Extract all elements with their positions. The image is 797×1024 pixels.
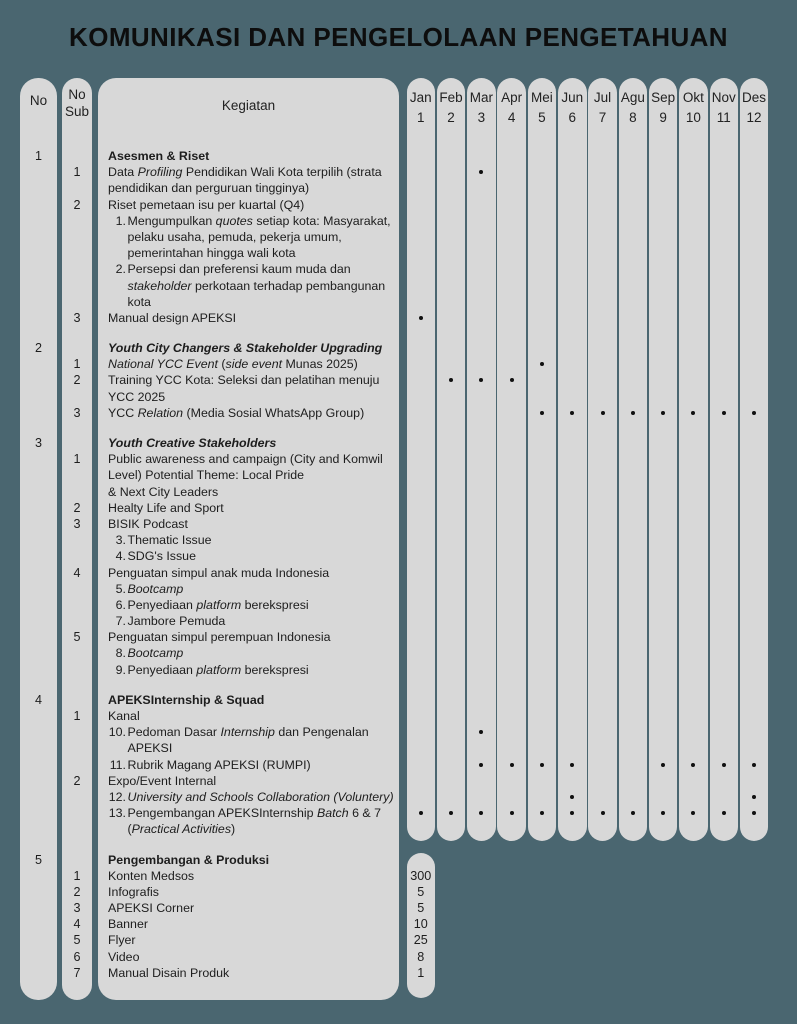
italic-text: University and Schools Collaboration (Voluntery) xyxy=(127,789,394,804)
list-item-number: 1. xyxy=(115,213,126,228)
table-row xyxy=(0,613,797,629)
section-title-row xyxy=(0,340,797,356)
activity-text xyxy=(128,548,797,564)
activity-text xyxy=(128,757,797,773)
month-number: 3 xyxy=(477,110,486,125)
activity-text xyxy=(128,805,797,837)
activity-line: (Practical Activities) xyxy=(127,822,236,837)
month-name: Feb xyxy=(439,90,463,105)
activity-line: YCC Relation (Media Sosial WhatsApp Group) xyxy=(108,405,365,420)
section-title-row xyxy=(0,692,797,708)
activity-text xyxy=(108,565,797,581)
month-name: Mar xyxy=(469,90,493,105)
sub-number: 6 xyxy=(73,949,81,964)
italic-text: platform xyxy=(196,662,242,677)
activity-line: Youth Creative Stakeholders xyxy=(108,436,277,450)
italic-text: Internship xyxy=(220,725,275,740)
month-header xyxy=(437,88,466,128)
table-row xyxy=(0,662,797,678)
month-name: Jul xyxy=(593,90,612,105)
table-row xyxy=(0,597,797,613)
table-row xyxy=(0,405,797,421)
table-row xyxy=(0,516,797,532)
activity-text xyxy=(108,852,797,868)
section-title-row xyxy=(0,148,797,164)
table-row xyxy=(0,197,797,213)
table-row xyxy=(0,213,797,262)
month-name: Apr xyxy=(501,90,523,105)
month-number: 10 xyxy=(685,110,701,125)
activity-line xyxy=(128,789,797,805)
month-number: 9 xyxy=(659,110,667,125)
activity-line: Data Profiling Pendidikan Wali Kota terpilih (strata xyxy=(108,165,382,180)
sub-number: 1 xyxy=(73,709,81,723)
activity-text xyxy=(108,629,797,645)
activity-line: Penguatan simpul perempuan Indonesia xyxy=(108,630,331,645)
list-item-number: 7. xyxy=(115,614,126,629)
activity-line: Banner xyxy=(108,917,148,932)
header-no: No xyxy=(29,93,48,108)
month-name: Okt xyxy=(682,90,704,105)
italic-text: Profiling xyxy=(137,165,183,180)
activity-line: Asesmen & Riset xyxy=(108,149,210,163)
activity-text xyxy=(108,949,797,965)
sub-number: 1 xyxy=(73,165,81,180)
activity-text xyxy=(108,773,797,789)
month-name: Jun xyxy=(561,90,584,105)
sub-number: 1 xyxy=(73,868,81,883)
list-item-number: 9. xyxy=(115,662,126,677)
activity-line: National YCC Event (side event Munas 2025) xyxy=(108,357,358,372)
section-number: 3 xyxy=(34,436,42,450)
section-number: 4 xyxy=(34,692,42,707)
month-number: 12 xyxy=(746,110,762,125)
activity-text xyxy=(128,213,797,262)
italic-text: Batch xyxy=(316,806,349,821)
schedule-dot xyxy=(752,411,756,415)
sub-number: 2 xyxy=(73,773,81,788)
list-item-number: 11. xyxy=(109,757,126,772)
activity-text xyxy=(108,965,797,981)
activity-text xyxy=(128,662,797,678)
schedule-dot xyxy=(419,811,423,815)
section-title-row xyxy=(0,852,797,868)
sub-number: 3 xyxy=(73,901,81,916)
activity-text xyxy=(108,868,797,884)
table-row xyxy=(0,164,797,196)
table-row xyxy=(0,581,797,597)
list-item-number: 3. xyxy=(115,533,126,548)
month-header xyxy=(528,88,557,128)
table-row xyxy=(0,310,797,326)
activity-line xyxy=(128,581,797,597)
activity-line: Youth City Changers & Stakeholder Upgrading xyxy=(108,341,383,356)
month-number: 5 xyxy=(538,110,546,125)
activity-text xyxy=(128,581,797,597)
section-number: 5 xyxy=(34,852,42,867)
activity-text xyxy=(108,708,797,724)
sub-number: 3 xyxy=(73,310,81,325)
sub-number: 2 xyxy=(73,373,81,388)
month-name: Agu xyxy=(620,90,645,105)
table-row xyxy=(0,708,797,724)
italic-text: Practical Activities xyxy=(131,822,232,837)
sub-number: 2 xyxy=(73,500,81,515)
schedule-dot xyxy=(752,795,756,799)
month-header xyxy=(710,88,739,128)
sub-number: 5 xyxy=(73,630,81,645)
activity-line: Training YCC Kota: Seleksi dan pelatihan menuju xyxy=(108,373,380,388)
activity-text xyxy=(108,197,797,213)
sub-number: 3 xyxy=(73,516,81,531)
quantity-value: 10 xyxy=(413,917,428,932)
activity-line: Penyediaan platform berekspresi xyxy=(127,597,309,612)
month-header xyxy=(467,88,496,128)
activity-text xyxy=(108,884,797,900)
activity-line: APEKSI xyxy=(127,741,173,756)
month-name: Sep xyxy=(651,90,676,105)
quantity-value: 1 xyxy=(417,965,425,980)
activity-line: Healty Life and Sport xyxy=(108,500,224,515)
table-row xyxy=(0,372,797,404)
schedule-dot xyxy=(631,811,635,815)
section-number: 2 xyxy=(34,341,42,356)
activity-line: Thematic Issue xyxy=(127,533,212,548)
activity-line: Video xyxy=(108,949,140,964)
table-row xyxy=(0,629,797,645)
schedule-dot xyxy=(661,411,665,415)
table-row xyxy=(0,916,797,932)
month-name: Jan xyxy=(409,90,432,105)
list-item-number: 4. xyxy=(115,549,126,564)
schedule-dot xyxy=(601,411,605,415)
activity-line: Persepsi dan preferensi kaum muda dan xyxy=(127,262,351,277)
italic-text: side event xyxy=(225,357,283,372)
italic-text: quotes xyxy=(215,213,253,228)
header-no-sub-line2: Sub xyxy=(64,104,90,119)
activity-line: Level) Potential Theme: Local Pride xyxy=(108,468,305,483)
activity-line: APEKSInternship & Squad xyxy=(108,692,265,707)
schedule-dot xyxy=(540,763,544,767)
activity-text xyxy=(108,516,797,532)
quantity-value: 5 xyxy=(417,884,425,899)
schedule-dot xyxy=(419,316,423,320)
list-item-number: 5. xyxy=(115,581,126,596)
schedule-dot xyxy=(722,811,726,815)
activity-line: pemerintahan hingga wali kota xyxy=(127,246,296,261)
activity-line: BISIK Podcast xyxy=(108,516,188,531)
italic-text: Relation xyxy=(137,405,184,420)
table-row xyxy=(0,500,797,516)
activity-text xyxy=(128,613,797,629)
activity-text xyxy=(108,372,797,404)
schedule-dot xyxy=(479,763,483,767)
italic-text: National YCC Event xyxy=(108,357,218,372)
quantity-value: 5 xyxy=(417,901,425,916)
activity-line: Flyer xyxy=(108,933,136,948)
month-number: 4 xyxy=(507,110,516,125)
activity-line: Pengembangan APEKSInternship Batch 6 & 7 xyxy=(127,806,381,821)
table-row xyxy=(0,451,797,500)
month-header xyxy=(407,88,436,128)
list-item-number: 2. xyxy=(115,262,126,277)
quantity-value: 300 xyxy=(410,868,432,883)
table-row xyxy=(0,645,797,661)
italic-text: platform xyxy=(196,597,242,612)
activity-text xyxy=(128,645,797,661)
activity-line: Mengumpulkan quotes setiap kota: Masyarakat, xyxy=(127,213,391,228)
table-row xyxy=(0,868,797,884)
month-header xyxy=(649,88,678,128)
activity-line: kota xyxy=(127,294,151,309)
table-row xyxy=(0,949,797,965)
month-header xyxy=(588,88,617,128)
sub-number: 5 xyxy=(73,933,81,948)
header-kegiatan: Kegiatan xyxy=(221,98,276,113)
schedule-dot xyxy=(570,763,574,767)
activity-text xyxy=(108,900,797,916)
month-name: Nov xyxy=(711,90,736,105)
schedule-dot xyxy=(631,411,635,415)
activity-line: Penyediaan platform berekspresi xyxy=(127,662,309,677)
month-header xyxy=(558,88,587,128)
activity-text xyxy=(108,451,797,500)
quantity-value: 8 xyxy=(417,949,425,964)
activity-text xyxy=(108,692,797,708)
month-header xyxy=(619,88,648,128)
table-row xyxy=(0,565,797,581)
activity-line: Expo/Event Internal xyxy=(108,773,217,788)
activity-text xyxy=(108,916,797,932)
sub-number: 4 xyxy=(73,565,81,580)
schedule-dot xyxy=(661,763,665,767)
italic-text: Bootcamp xyxy=(127,646,184,661)
activity-text xyxy=(108,148,797,164)
activity-line: Penguatan simpul anak muda Indonesia xyxy=(108,565,330,580)
month-number: 8 xyxy=(629,110,637,125)
activity-line: Kanal xyxy=(108,709,140,723)
schedule-dot xyxy=(601,811,605,815)
activity-line: Public awareness and campaign (City and Komwil xyxy=(108,452,383,467)
month-header xyxy=(497,88,526,128)
table-row xyxy=(0,884,797,900)
table-row xyxy=(0,356,797,372)
italic-text: stakeholder xyxy=(127,278,192,293)
activity-line: Jambore Pemuda xyxy=(127,614,226,629)
sub-number: 7 xyxy=(73,965,81,980)
month-number: 11 xyxy=(716,110,731,125)
schedule-dot xyxy=(540,411,544,415)
table-row xyxy=(0,805,797,837)
schedule-dot xyxy=(752,763,756,767)
activity-text xyxy=(108,500,797,516)
sub-number: 1 xyxy=(73,452,81,467)
activity-text xyxy=(128,261,797,310)
table-row xyxy=(0,548,797,564)
activity-text xyxy=(128,789,797,805)
list-item-number: 13. xyxy=(108,806,126,821)
page-title: KOMUNIKASI DAN PENGELOLAAN PENGETAHUAN xyxy=(69,22,728,52)
table-row xyxy=(0,757,797,773)
table-row xyxy=(0,724,797,756)
sub-number: 1 xyxy=(73,357,81,372)
activity-line: Pengembangan & Produksi xyxy=(108,852,270,867)
activity-line: & Next City Leaders xyxy=(108,484,219,499)
table-row xyxy=(0,932,797,948)
table-row xyxy=(0,965,797,981)
table-row xyxy=(0,900,797,916)
activity-text xyxy=(108,356,797,372)
month-header xyxy=(740,88,769,128)
activity-line: YCC 2025 xyxy=(108,389,166,404)
activity-line: Rubrik Magang APEKSI (RUMPI) xyxy=(127,757,311,772)
activity-line: SDG's Issue xyxy=(127,549,196,564)
activity-line: Infografis xyxy=(108,884,159,899)
month-number: 7 xyxy=(598,110,607,125)
month-number: 1 xyxy=(416,110,425,125)
header-no-sub-line1: No xyxy=(68,87,86,102)
activity-text xyxy=(128,532,797,548)
list-item-number: 6. xyxy=(115,597,126,612)
month-number: 6 xyxy=(568,110,576,125)
list-item-number: 10. xyxy=(108,725,126,740)
activity-line: Manual design APEKSI xyxy=(108,310,237,325)
list-item-number: 12. xyxy=(108,789,126,804)
table-row xyxy=(0,789,797,805)
activity-line: APEKSI Corner xyxy=(108,901,195,916)
activity-line: pendidikan dan perguruan tingginya) xyxy=(108,181,310,196)
sub-number: 3 xyxy=(73,405,81,420)
section-number: 1 xyxy=(34,149,42,163)
activity-text xyxy=(108,310,797,326)
sub-number: 2 xyxy=(73,197,81,212)
list-item-number: 8. xyxy=(115,646,126,661)
activity-line: stakeholder perkotaan terhadap pembangunan xyxy=(127,278,386,293)
italic-text: Bootcamp xyxy=(127,581,184,596)
header-no-sub xyxy=(58,86,96,120)
sub-number: 2 xyxy=(73,884,81,899)
activity-text xyxy=(108,164,797,196)
activity-text xyxy=(128,597,797,613)
schedule-dot xyxy=(510,763,514,767)
activity-line: pelaku usaha, pemuda, pekerja umum, xyxy=(127,229,342,244)
activity-line xyxy=(128,645,797,661)
schedule-dot xyxy=(510,811,514,815)
schedule-dot xyxy=(722,411,726,415)
table-row xyxy=(0,773,797,789)
section-title-row xyxy=(0,435,797,451)
activity-text xyxy=(108,340,797,356)
activity-line: Pedoman Dasar Internship dan Pengenalan xyxy=(127,725,369,740)
quantity-value: 25 xyxy=(413,933,428,948)
sub-number: 4 xyxy=(73,917,81,932)
activity-line: Konten Medsos xyxy=(108,868,195,883)
month-name: Des xyxy=(742,90,767,105)
month-name: Mei xyxy=(531,90,553,105)
table-row xyxy=(0,532,797,548)
schedule-rows xyxy=(0,148,797,981)
activity-text xyxy=(128,724,797,756)
month-number: 2 xyxy=(447,110,455,125)
schedule-dot xyxy=(722,763,726,767)
activity-text xyxy=(108,932,797,948)
table-row xyxy=(0,261,797,310)
activity-text xyxy=(108,435,797,451)
activity-line: Manual Disain Produk xyxy=(108,965,230,980)
activity-line: Riset pemetaan isu per kuartal (Q4) xyxy=(108,197,305,212)
month-header xyxy=(679,88,708,128)
